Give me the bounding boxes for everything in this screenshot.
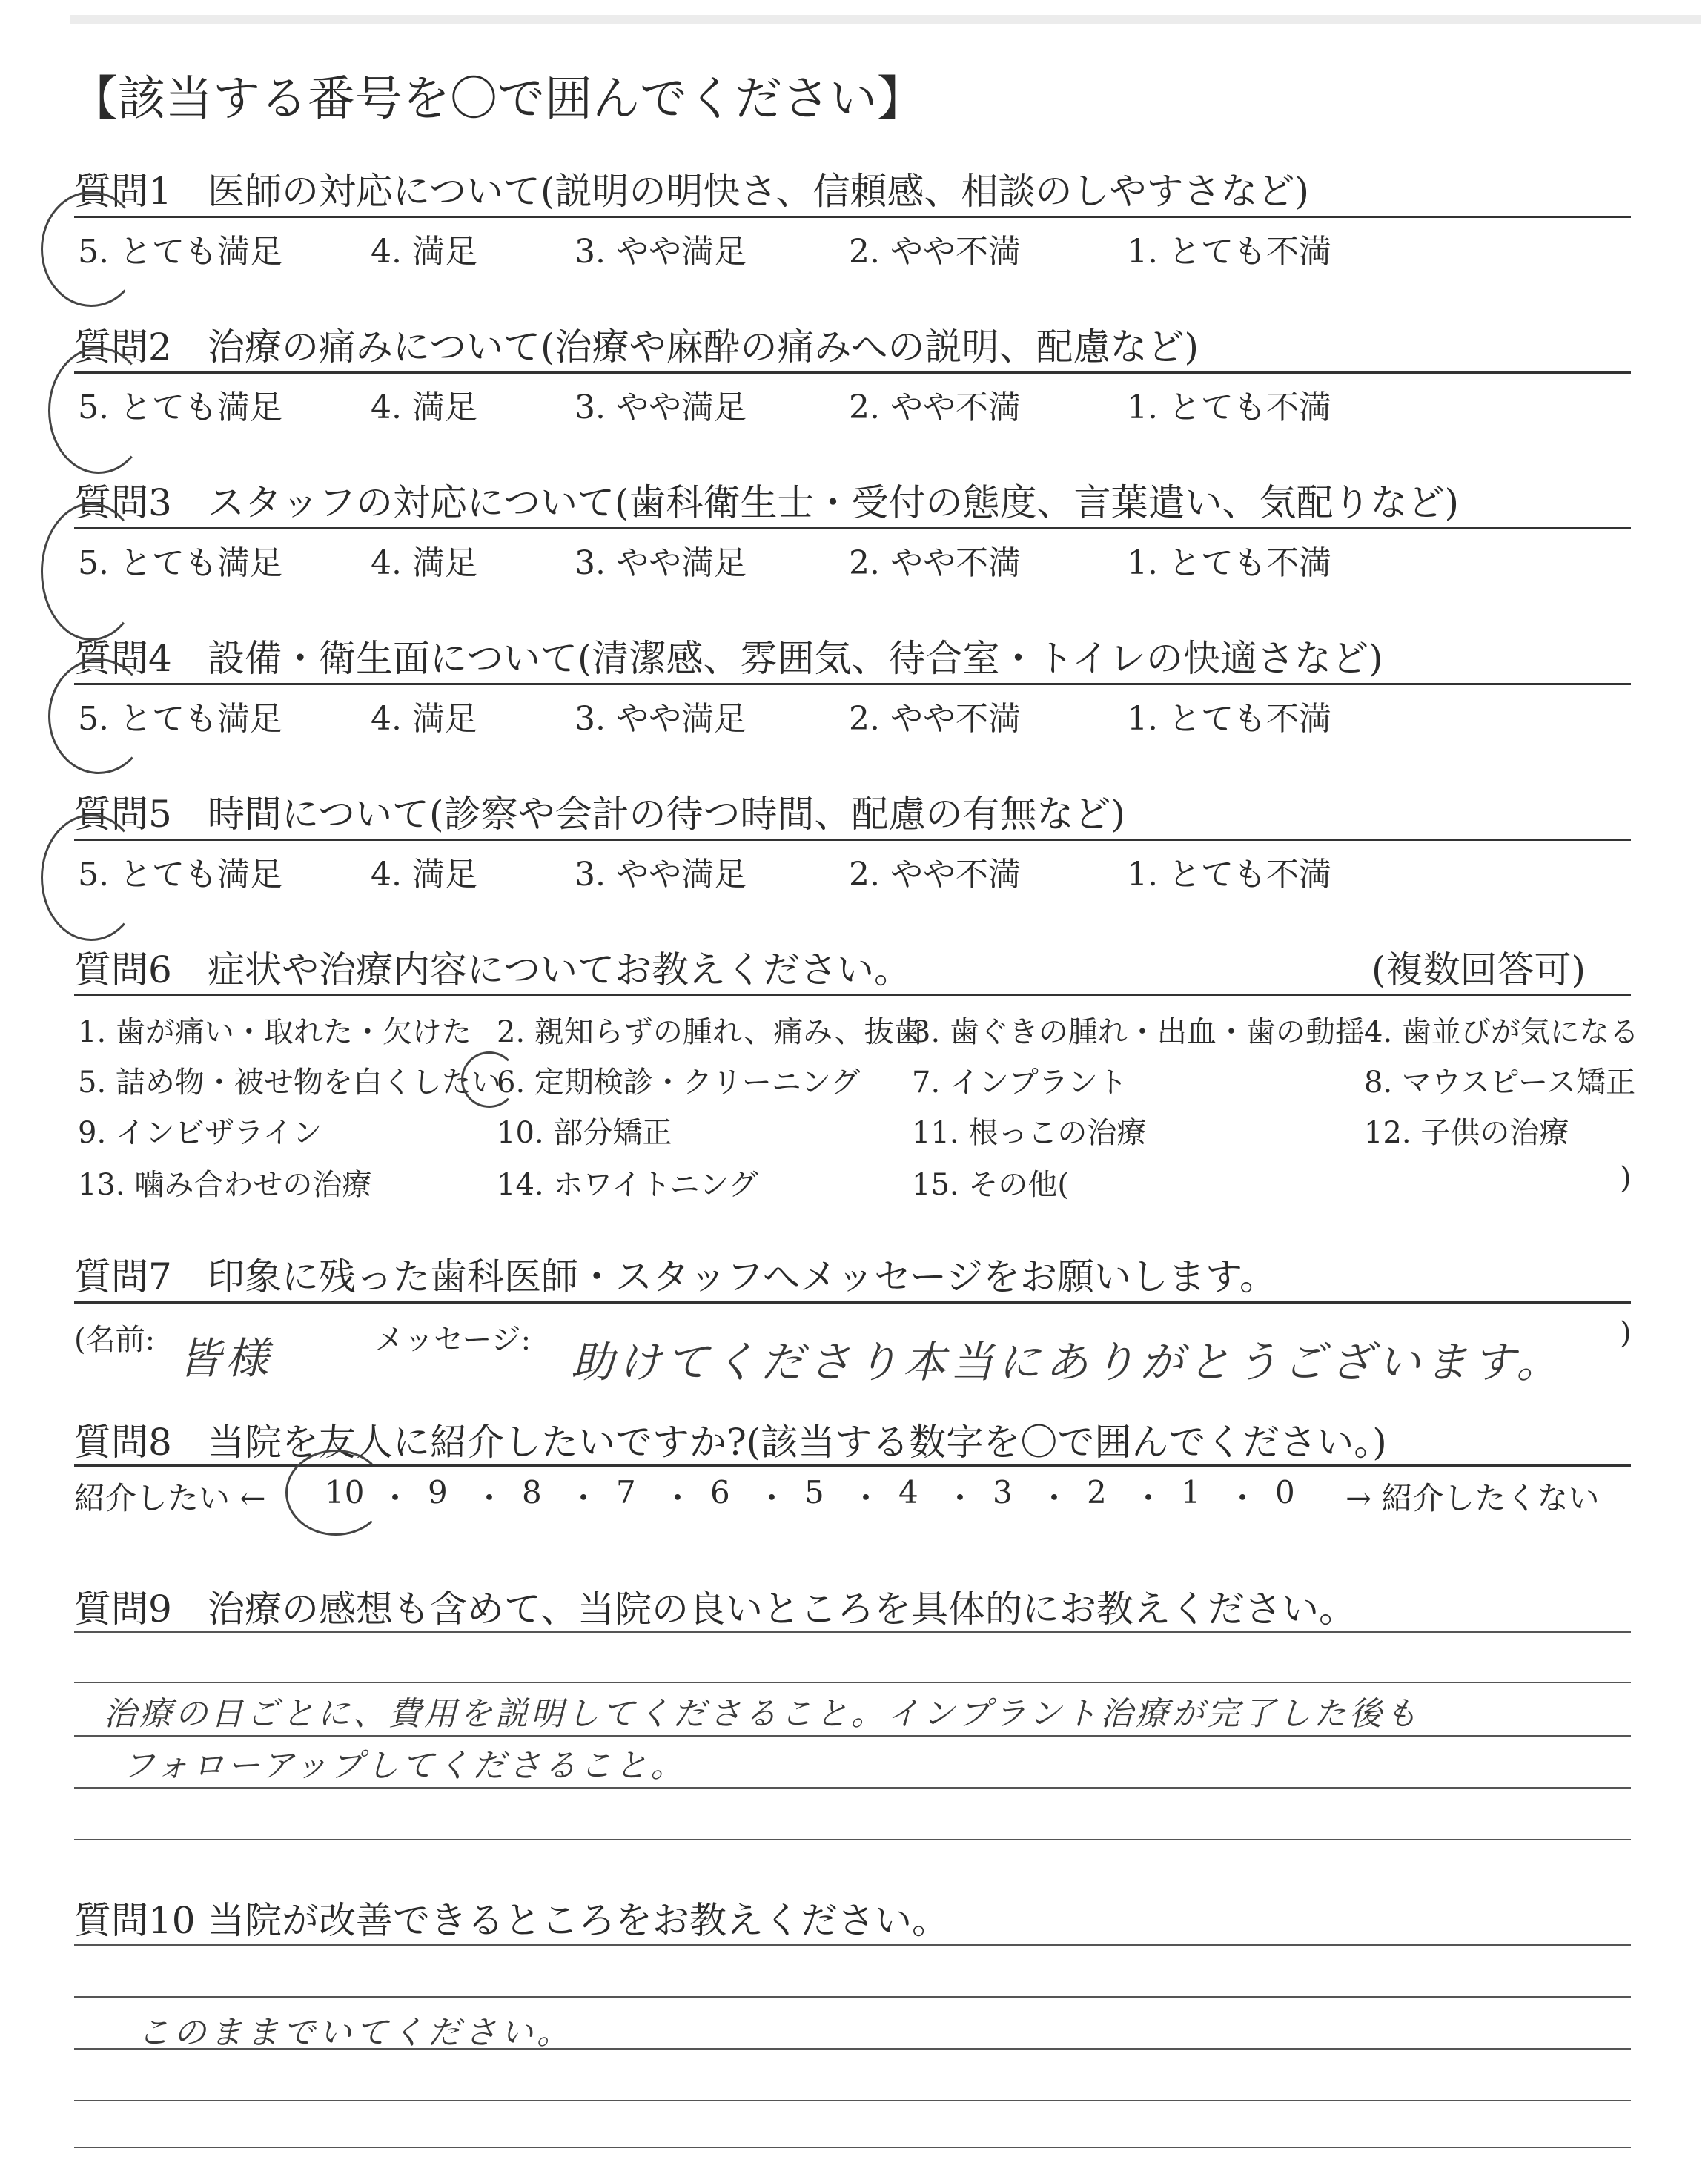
q6-option-3[interactable]: 3. 歯ぐきの腫れ・出血・歯の動揺 (912, 1015, 1365, 1049)
q9-line-1 (74, 1631, 1631, 1633)
q8-scale-value[interactable]: 10 (325, 1474, 365, 1510)
q8-scale-separator: ・ (1133, 1480, 1165, 1516)
q9-answer-line-1[interactable]: 治療の日ごとに、費用を説明してくださること。インプラント治療が完了した後も (104, 1695, 1420, 1733)
q8-scale-value[interactable]: 0 (1275, 1474, 1295, 1510)
q1-selection-circle (41, 191, 142, 307)
q1-option-3[interactable]: 3. やや満足 (575, 233, 747, 271)
q6-option-10[interactable]: 10. 部分矯正 (497, 1116, 672, 1150)
q9-line-2 (74, 1682, 1631, 1683)
q5-rule (74, 839, 1631, 841)
q4-selection-circle (48, 658, 149, 774)
q7-rule (74, 1301, 1631, 1304)
q7-name-value[interactable]: 皆様 (178, 1333, 274, 1384)
q6-text: 症状や治療内容についてお教えください。 (208, 948, 911, 991)
q8-right-label: → 紹介したくない (1345, 1480, 1600, 1516)
q4-rule (74, 683, 1631, 685)
q5-option-5[interactable]: 5. とても満足 (78, 856, 282, 894)
q1-option-1[interactable]: 1. とても不満 (1127, 233, 1331, 271)
q4-option-1[interactable]: 1. とても不満 (1127, 700, 1331, 738)
q3-label: 質問3 (74, 481, 172, 524)
q8-scale-value[interactable]: 5 (804, 1474, 824, 1510)
q2-option-1[interactable]: 1. とても不満 (1127, 389, 1331, 426)
q10-line-5 (74, 2147, 1631, 2148)
q6-rule (74, 994, 1631, 996)
q8-scale-separator: ・ (1039, 1480, 1070, 1516)
q6-option-4[interactable]: 4. 歯並びが気になる (1364, 1015, 1639, 1049)
q5-selection-circle (41, 814, 142, 941)
q8-scale-separator: ・ (380, 1480, 411, 1516)
q7-message-label: メッセージ: (374, 1323, 532, 1357)
q2-option-5[interactable]: 5. とても満足 (78, 389, 282, 426)
q1-rule (74, 216, 1631, 218)
q8-scale-separator: ・ (944, 1480, 976, 1516)
q2-option-4[interactable]: 4. 満足 (371, 389, 477, 426)
q8-scale-value[interactable]: 7 (616, 1474, 636, 1510)
q5-label: 質問5 (74, 793, 172, 836)
q1-label: 質問1 (74, 170, 172, 213)
q5-text: 時間について(診察や会計の待つ時間、配慮の有無など) (208, 793, 1126, 836)
q6-option-7[interactable]: 7. インプラント (912, 1066, 1128, 1100)
q10-answer[interactable]: このままでいてください。 (137, 2014, 573, 2052)
q8-text: 当院を友人に紹介したいですか?(該当する数字を〇で囲んでください。) (208, 1421, 1387, 1464)
q1-option-5[interactable]: 5. とても満足 (78, 233, 282, 271)
q5-option-4[interactable]: 4. 満足 (371, 856, 477, 894)
q6-option-2[interactable]: 2. 親知らずの腫れ、痛み、抜歯 (497, 1015, 924, 1049)
q3-rule (74, 527, 1631, 529)
q3-selection-circle (41, 503, 142, 641)
q10-line-2 (74, 1996, 1631, 1998)
q8-scale-separator: ・ (756, 1480, 788, 1516)
q4-option-3[interactable]: 3. やや満足 (575, 700, 747, 738)
q6-selection-circle (461, 1051, 517, 1108)
q5-option-3[interactable]: 3. やや満足 (575, 856, 747, 894)
q9-text: 治療の感想も含めて、当院の良いところを具体的にお教えください。 (208, 1588, 1356, 1631)
q6-note: (複数回答可) (1371, 948, 1586, 991)
q4-option-2[interactable]: 2. やや不満 (849, 700, 1021, 738)
q6-option-13[interactable]: 13. 噛み合わせの治療 (78, 1168, 372, 1202)
q8-scale-separator: ・ (850, 1480, 882, 1516)
q9-line-4 (74, 1787, 1631, 1789)
q4-option-4[interactable]: 4. 満足 (371, 700, 477, 738)
q8-label: 質問8 (74, 1421, 172, 1464)
q2-label: 質問2 (74, 326, 172, 369)
q6-option-9[interactable]: 9. インビザライン (78, 1116, 322, 1150)
q8-scale-value[interactable]: 1 (1181, 1474, 1201, 1510)
q5-option-1[interactable]: 1. とても不満 (1127, 856, 1331, 894)
q9-line-3 (74, 1735, 1631, 1737)
q4-label: 質問4 (74, 637, 172, 680)
q10-text: 当院が改善できるところをお教えください。 (208, 1899, 949, 1942)
q6-option-15-close: ) (1620, 1161, 1632, 1195)
q8-scale-separator: ・ (568, 1480, 600, 1516)
q6-option-15[interactable]: 15. その他( (912, 1168, 1069, 1202)
q2-option-2[interactable]: 2. やや不満 (849, 389, 1021, 426)
q8-scale-value[interactable]: 3 (993, 1474, 1013, 1510)
q10-line-1 (74, 1944, 1631, 1946)
q6-option-1[interactable]: 1. 歯が痛い・取れた・欠けた (78, 1015, 471, 1049)
page-title: 【該当する番号を〇で囲んでください】 (70, 72, 924, 127)
q7-close: ) (1620, 1316, 1632, 1350)
q6-option-14[interactable]: 14. ホワイトニング (497, 1168, 758, 1202)
q8-scale-value[interactable]: 8 (522, 1474, 542, 1510)
q1-option-2[interactable]: 2. やや不満 (849, 233, 1021, 271)
q10-line-4 (74, 2100, 1631, 2101)
q6-option-12[interactable]: 12. 子供の治療 (1364, 1116, 1569, 1150)
q3-option-2[interactable]: 2. やや不満 (849, 544, 1021, 582)
q6-option-5[interactable]: 5. 詰め物・被せ物を白くしたい (78, 1066, 501, 1100)
q7-message-value[interactable]: 助けてくださり本当にありがとうございます。 (571, 1337, 1564, 1387)
q7-text: 印象に残った歯科医師・スタッフへメッセージをお願いします。 (208, 1255, 1277, 1298)
q9-answer-line-2[interactable]: フォローアップしてくださること。 (122, 1747, 686, 1785)
q6-option-6[interactable]: 6. 定期検診・クリーニング (497, 1066, 861, 1100)
q4-text: 設備・衛生面について(清潔感、雰囲気、待合室・トイレの快適さなど) (208, 637, 1383, 680)
q8-scale-separator: ・ (474, 1480, 506, 1516)
q8-left-label: 紹介したい ← (74, 1480, 266, 1516)
q3-option-3[interactable]: 3. やや満足 (575, 544, 747, 582)
q3-option-4[interactable]: 4. 満足 (371, 544, 477, 582)
q10-label: 質問10 (74, 1899, 196, 1942)
q3-option-1[interactable]: 1. とても不満 (1127, 544, 1331, 582)
q4-option-5[interactable]: 5. とても満足 (78, 700, 282, 738)
q6-label: 質問6 (74, 948, 172, 991)
q2-option-3[interactable]: 3. やや満足 (575, 389, 747, 426)
q8-scale-value[interactable]: 4 (898, 1474, 918, 1510)
q9-line-5 (74, 1839, 1631, 1840)
q6-option-11[interactable]: 11. 根っこの治療 (912, 1116, 1147, 1150)
scan-top-edge (70, 15, 1701, 24)
q5-option-2[interactable]: 2. やや不満 (849, 856, 1021, 894)
q3-text: スタッフの対応について(歯科衛生士・受付の態度、言葉遣い、気配りなど) (208, 481, 1460, 524)
q1-text: 医師の対応について(説明の明快さ、信頼感、相談のしやすさなど) (208, 170, 1310, 213)
q9-label: 質問9 (74, 1588, 172, 1631)
q7-name-label: (名前: (74, 1323, 156, 1357)
q8-scale-value[interactable]: 9 (428, 1474, 448, 1510)
q1-option-4[interactable]: 4. 満足 (371, 233, 477, 271)
q8-scale-separator: ・ (1227, 1480, 1259, 1516)
q7-label: 質問7 (74, 1255, 172, 1298)
q8-scale-separator: ・ (662, 1480, 694, 1516)
q8-scale-value[interactable]: 2 (1087, 1474, 1107, 1510)
q2-rule (74, 371, 1631, 374)
q2-selection-circle (48, 347, 149, 474)
q2-text: 治療の痛みについて(治療や麻酔の痛みへの説明、配慮など) (208, 326, 1199, 369)
q8-scale-value[interactable]: 6 (710, 1474, 730, 1510)
q6-option-8[interactable]: 8. マウスピース矯正 (1364, 1066, 1636, 1100)
q3-option-5[interactable]: 5. とても満足 (78, 544, 282, 582)
q8-selection-circle (285, 1450, 386, 1536)
